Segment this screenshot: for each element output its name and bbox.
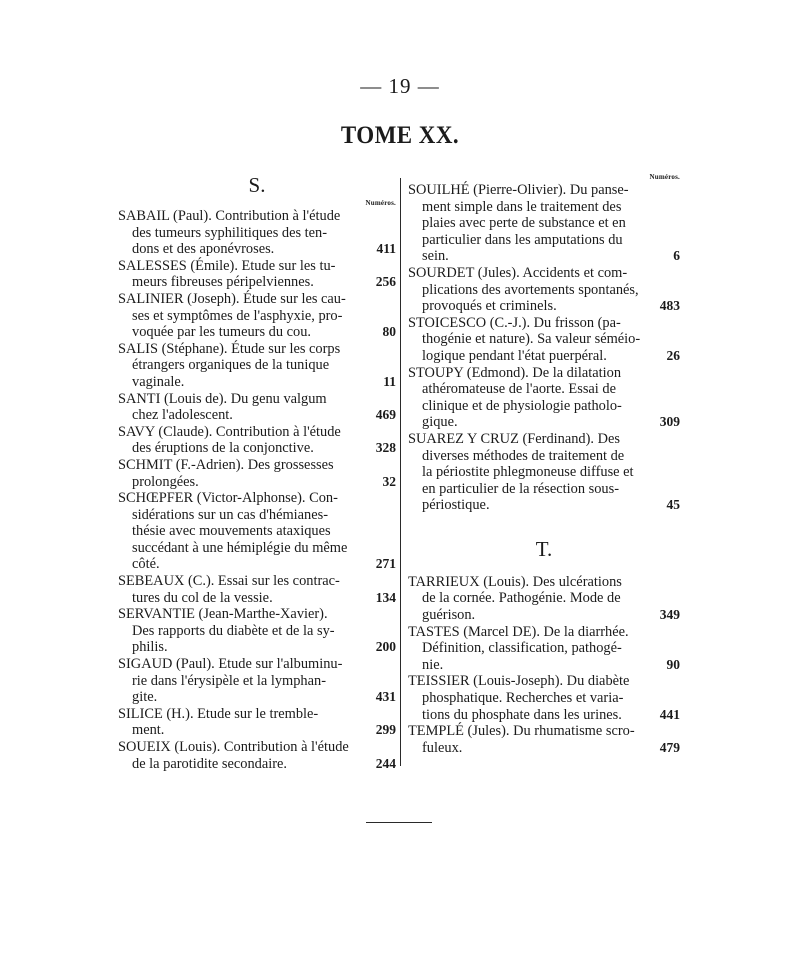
entry-text: des éruptions de la conjonctive. <box>132 440 314 457</box>
entry-text: des tumeurs syphilitiques des ten- <box>132 224 328 241</box>
entry-line <box>408 624 680 641</box>
index-entry <box>408 365 680 431</box>
entry-line <box>408 640 680 657</box>
bottom-rule <box>366 822 432 823</box>
entry-number: 483 <box>659 298 680 314</box>
entry-line <box>408 381 680 398</box>
entry-line <box>408 398 680 415</box>
entry-line <box>118 258 396 275</box>
entry-text: plaies avec perte de substance et en <box>422 215 626 232</box>
entry-text: fuleux. <box>422 739 463 756</box>
entry-list-s-continued <box>408 182 680 514</box>
entry-text: TEMPLÉ (Jules). Du rhumatisme scro- <box>408 723 635 740</box>
column-divider <box>400 178 401 766</box>
entry-line <box>408 232 680 249</box>
entry-line <box>118 225 396 242</box>
entry-line <box>118 689 396 706</box>
entry-line <box>118 291 396 308</box>
entry-text: STOICESCO (C.-J.). Du frisson (pa- <box>408 314 621 331</box>
section-letter-t: T. <box>535 536 553 561</box>
entry-line <box>408 657 680 674</box>
entry-line <box>408 497 680 514</box>
entry-number: 200 <box>375 639 396 655</box>
index-entry <box>118 606 396 656</box>
entry-text: logique pendant l'état puerpéral. <box>422 347 607 364</box>
entry-text: TASTES (Marcel DE). De la diarrhée. <box>408 623 629 640</box>
entry-text: SOURDET (Jules). Accidents et com- <box>408 264 628 281</box>
section-letter-s: S. <box>248 173 266 197</box>
entry-line <box>118 639 396 656</box>
entry-line <box>118 208 396 225</box>
entry-text: SILICE (H.). Etude sur le tremble- <box>118 705 319 722</box>
entry-line <box>118 274 396 291</box>
entry-line <box>408 707 680 724</box>
entry-number: 431 <box>375 689 396 705</box>
entry-text: thogénie et nature). Sa valeur séméio- <box>422 331 641 348</box>
entry-line <box>118 507 396 524</box>
entry-text: Définition, classification, pathogé- <box>422 640 622 657</box>
entry-line <box>408 215 680 232</box>
page-number: — 19 — <box>360 74 440 98</box>
index-entry <box>118 573 396 606</box>
entry-line <box>408 464 680 481</box>
index-entry <box>118 291 396 341</box>
entry-text: SOUILHÉ (Pierre-Olivier). Du panse- <box>408 182 629 198</box>
entry-line <box>118 722 396 739</box>
entry-text: SOUEIX (Louis). Contribution à l'étude <box>118 739 349 755</box>
entry-line <box>408 740 680 757</box>
entry-line <box>118 457 396 474</box>
index-entry <box>408 723 680 756</box>
left-column <box>118 172 396 772</box>
entry-list-t <box>408 574 680 757</box>
entry-text: vaginale. <box>132 373 185 390</box>
entry-text: sidérations sur un cas d'hémianes- <box>132 506 329 523</box>
entry-line <box>118 440 396 457</box>
entry-line <box>408 199 680 216</box>
entry-number: 244 <box>375 755 396 771</box>
entry-line <box>118 623 396 640</box>
entry-line <box>408 607 680 624</box>
entry-text: diverses méthodes de traitement de <box>422 447 625 464</box>
entry-text: Des rapports du diabète et de la sy- <box>132 622 335 639</box>
entry-text: SERVANTIE (Jean-Marthe-Xavier). <box>118 606 328 623</box>
entry-line <box>118 490 396 507</box>
index-entry <box>118 258 396 291</box>
entry-line <box>408 481 680 498</box>
entry-text: STOUPY (Edmond). De la dilatation <box>408 364 622 381</box>
entry-text: ment. <box>132 722 165 739</box>
entry-text: de la cornée. Pathogénie. Mode de <box>422 590 621 607</box>
entry-text: SALIS (Stéphane). Étude sur les corps <box>118 340 341 357</box>
entry-text: SUAREZ Y CRUZ (Ferdinand). Des <box>408 430 620 447</box>
entry-text: gique. <box>422 414 458 431</box>
entry-line <box>118 573 396 590</box>
entry-line <box>408 574 680 591</box>
right-column <box>408 172 680 756</box>
entry-text: TEISSIER (Louis-Joseph). Du diabète <box>408 673 630 690</box>
entry-number: 479 <box>659 739 680 755</box>
entry-line <box>408 331 680 348</box>
entry-text: en particulier de la résection sous- <box>422 480 619 497</box>
index-entry <box>408 574 680 624</box>
index-entry <box>408 265 680 315</box>
tome-title: TOME XX. <box>340 122 460 149</box>
entry-text: SCHMIT (F.-Adrien). Des grossesses <box>118 456 334 473</box>
entry-line <box>118 308 396 325</box>
index-entry <box>408 182 680 265</box>
entry-line <box>408 590 680 607</box>
entry-number: 411 <box>376 241 396 257</box>
index-entry <box>118 341 396 391</box>
entry-number: 134 <box>375 589 396 605</box>
entry-line <box>118 523 396 540</box>
entry-line <box>118 474 396 491</box>
entry-text: SEBEAUX (C.). Essai sur les contrac- <box>118 573 340 590</box>
entry-number: 469 <box>375 407 396 423</box>
entry-line <box>408 298 680 315</box>
entry-number: 299 <box>375 722 396 738</box>
entry-line <box>408 365 680 382</box>
entry-line <box>118 656 396 673</box>
entry-number: 6 <box>673 248 680 264</box>
entry-text: plications des avortements spontanés, <box>422 281 639 298</box>
entry-number: 271 <box>375 556 396 572</box>
entry-line <box>118 424 396 441</box>
index-entry <box>118 457 396 490</box>
entry-text: TARRIEUX (Louis). Des ulcérations <box>408 573 622 590</box>
entry-list-s <box>118 208 396 772</box>
entry-line <box>408 182 680 199</box>
entry-text: côté. <box>132 556 160 573</box>
entry-text: nie. <box>422 656 444 673</box>
entry-number: 349 <box>659 607 680 623</box>
entry-text: voquée par les tumeurs du cou. <box>132 324 312 341</box>
entry-text: rie dans l'érysipèle et la lymphan- <box>132 672 326 689</box>
entry-line <box>118 606 396 623</box>
entry-text: SIGAUD (Paul). Etude sur l'albuminu- <box>118 656 343 673</box>
index-entry <box>118 739 396 772</box>
entry-line <box>118 739 396 756</box>
entry-number: 90 <box>666 656 680 672</box>
entry-text: athéromateuse de l'aorte. Essai de <box>422 381 616 398</box>
entry-text: provoqués et criminels. <box>422 298 557 315</box>
entry-line <box>408 248 680 265</box>
entry-line <box>118 341 396 358</box>
entry-line <box>408 673 680 690</box>
entry-text: clinique et de physiologie patholo- <box>422 397 622 414</box>
entry-line <box>118 556 396 573</box>
entry-text: de la parotidite secondaire. <box>132 755 288 772</box>
entry-line <box>408 282 680 299</box>
entry-text: meurs fibreuses péripelviennes. <box>132 274 314 291</box>
numeros-label-right: Numéros. <box>649 173 680 181</box>
entry-number: 441 <box>659 706 680 722</box>
entry-text: phosphatique. Recherches et varia- <box>422 690 624 707</box>
entry-text: philis. <box>132 639 168 656</box>
entry-text: gite. <box>132 689 158 706</box>
entry-text: guérison. <box>422 607 476 624</box>
entry-text: SCHŒPFER (Victor-Alphonse). Con- <box>118 490 338 507</box>
entry-number: 32 <box>382 473 396 489</box>
entry-text: étrangers organiques de la tunique <box>132 357 330 374</box>
index-entry <box>118 490 396 573</box>
entry-text: sein. <box>422 248 449 265</box>
entry-text: SALINIER (Joseph). Étude sur les cau- <box>118 290 346 307</box>
entry-text: SABAIL (Paul). Contribution à l'étude <box>118 208 341 224</box>
entry-text: particulier dans les amputations du <box>422 231 623 248</box>
index-entry <box>118 706 396 739</box>
index-entry <box>118 656 396 706</box>
entry-text: succédant à une hémiplégie du même <box>132 539 348 556</box>
entry-line <box>118 756 396 773</box>
entry-line <box>118 324 396 341</box>
entry-number: 328 <box>375 440 396 456</box>
entry-line <box>118 241 396 258</box>
entry-number: 11 <box>383 373 396 389</box>
entry-number: 309 <box>659 414 680 430</box>
entry-text: chez l'adolescent. <box>132 407 233 424</box>
entry-line <box>408 431 680 448</box>
entry-text: périostique. <box>422 497 490 514</box>
numeros-label: Numéros. <box>365 199 396 207</box>
entry-line <box>118 673 396 690</box>
index-entry <box>408 673 680 723</box>
entry-line <box>118 374 396 391</box>
entry-line <box>118 407 396 424</box>
entry-number: 45 <box>666 497 680 513</box>
entry-text: thésie avec mouvements ataxiques <box>132 523 331 540</box>
entry-text: ment simple dans le traitement des <box>422 198 622 215</box>
entry-number: 256 <box>375 274 396 290</box>
entry-text: dons et des aponévroses. <box>132 241 275 258</box>
entry-text: SALESSES (Émile). Etude sur les tu- <box>118 257 336 274</box>
entry-line <box>408 448 680 465</box>
entry-line <box>408 414 680 431</box>
index-entry <box>408 431 680 514</box>
entry-text: SAVY (Claude). Contribution à l'étude <box>118 423 341 440</box>
entry-text: ses et symptômes de l'asphyxie, pro- <box>132 307 343 324</box>
index-entry <box>118 391 396 424</box>
entry-line <box>408 690 680 707</box>
entry-line <box>408 265 680 282</box>
entry-line <box>408 348 680 365</box>
index-entry <box>408 624 680 674</box>
entry-text: SANTI (Louis de). Du genu valgum <box>118 390 327 407</box>
index-entry <box>118 424 396 457</box>
entry-line <box>408 723 680 740</box>
entry-number: 26 <box>666 347 680 363</box>
entry-line <box>118 706 396 723</box>
entry-text: la périostite phlegmoneuse diffuse et <box>422 464 634 481</box>
index-entry <box>118 208 396 258</box>
entry-line <box>118 590 396 607</box>
entry-text: prolongées. <box>132 473 199 490</box>
entry-text: tions du phosphate dans les urines. <box>422 706 622 723</box>
entry-text: tures du col de la vessie. <box>132 589 273 606</box>
entry-line <box>408 315 680 332</box>
entry-number: 80 <box>382 324 396 340</box>
entry-line <box>118 357 396 374</box>
entry-line <box>118 391 396 408</box>
entry-line <box>118 540 396 557</box>
index-entry <box>408 315 680 365</box>
